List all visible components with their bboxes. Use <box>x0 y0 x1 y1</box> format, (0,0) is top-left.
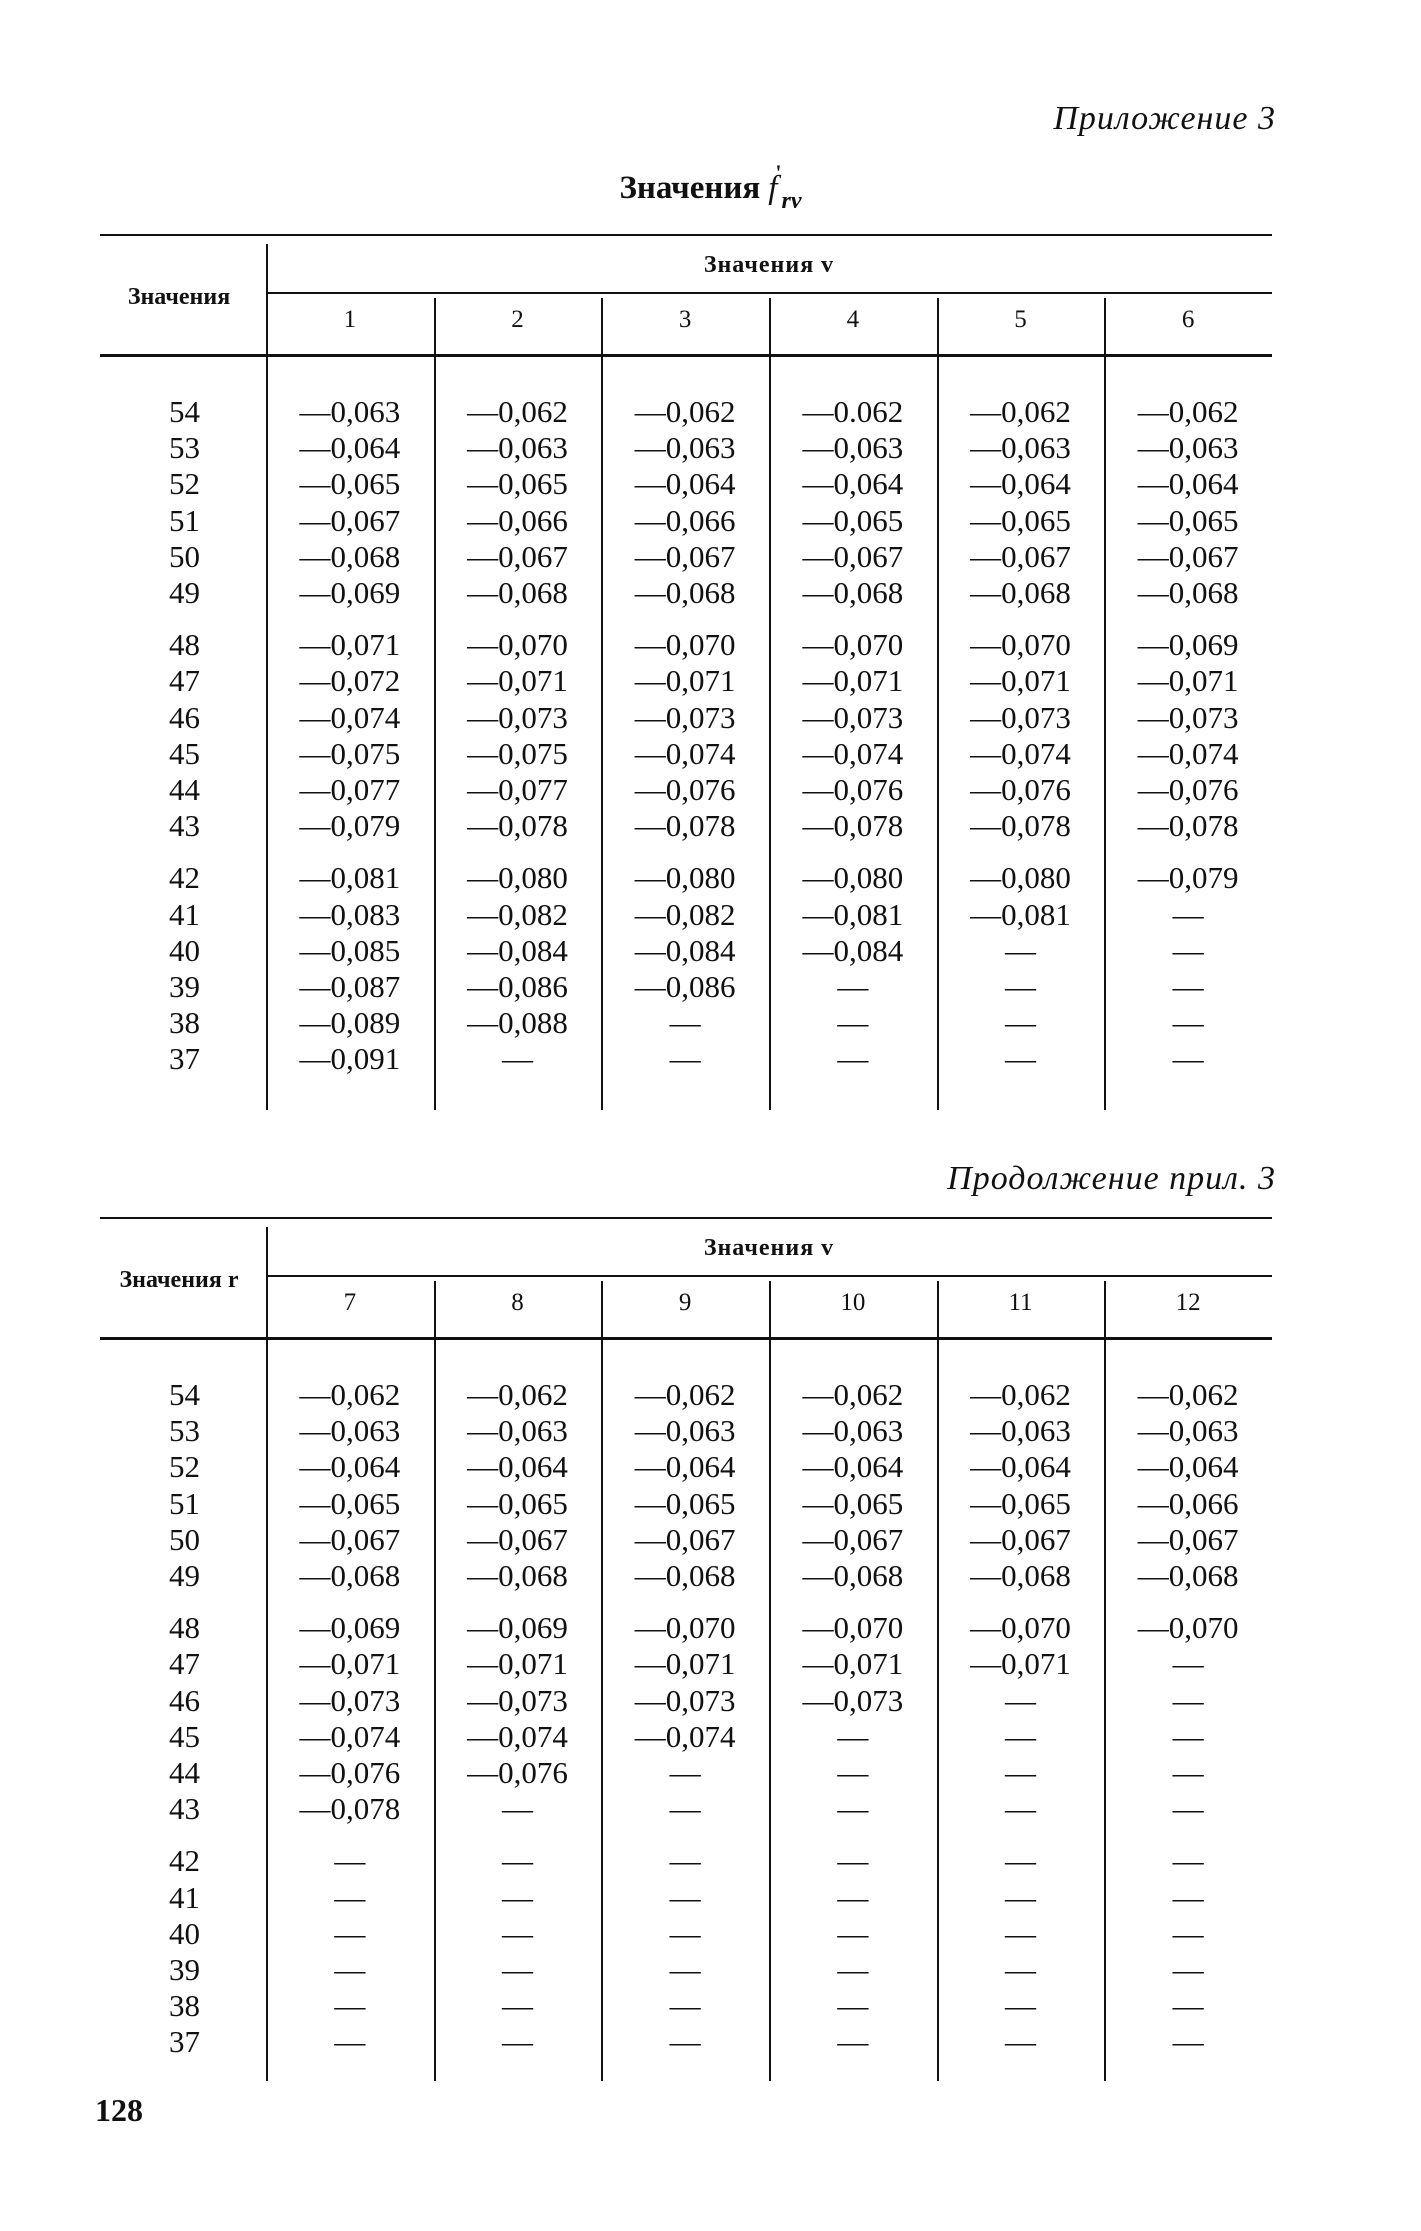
table-cell: —0,067 <box>299 1521 401 1557</box>
row-label-r: 48 <box>169 1610 200 1646</box>
table-cell: —0,076 <box>299 1755 401 1790</box>
table-cell: — <box>669 1843 701 1879</box>
table-cell: —0.062 <box>802 394 904 429</box>
table-cell: —0,067 <box>970 538 1071 574</box>
values-table-2 <box>100 1217 1272 2081</box>
row-label-r: 53 <box>169 430 200 466</box>
table-cell: —0,062 <box>634 394 736 429</box>
table-cell: —0,068 <box>970 1558 1071 1593</box>
table-top-rule <box>100 234 1272 236</box>
table-cell: — <box>1172 932 1204 968</box>
row-label-r: 39 <box>169 1952 200 1987</box>
table-cell: —0,064 <box>299 430 401 466</box>
column-header: 12 <box>1175 1289 1201 1316</box>
table-cell: —0,065 <box>1137 502 1239 538</box>
column-header: 5 <box>1014 306 1027 333</box>
table-cell: —0,062 <box>970 394 1071 429</box>
table-cell: —0,071 <box>634 663 736 699</box>
table-cell: —0,084 <box>802 932 904 968</box>
table-cell: — <box>1004 1915 1036 1951</box>
table-cell: — <box>837 969 869 1004</box>
title-symbol: f <box>768 170 778 206</box>
table-cell: —0,078 <box>802 808 904 844</box>
table-cell: —0,064 <box>634 466 736 502</box>
table-cell: — <box>501 1915 533 1951</box>
table-cell: — <box>334 1952 366 1987</box>
table-cell: —0,070 <box>634 627 736 663</box>
table-cell: —0,082 <box>467 896 568 932</box>
table-cell: — <box>1172 1682 1204 1718</box>
table-cell: —0,077 <box>467 772 568 807</box>
table-cell: —0,063 <box>802 430 904 466</box>
table-cell: —0,074 <box>970 735 1071 771</box>
row-label-r: 49 <box>169 1558 200 1593</box>
table-cell: — <box>1004 932 1036 968</box>
table-cell: —0,091 <box>299 1041 401 1077</box>
table-top-rule <box>100 1217 1272 1219</box>
table-cell: — <box>837 1005 869 1041</box>
table-cell: —0,073 <box>299 1682 401 1718</box>
table-cell: — <box>837 1718 869 1754</box>
table-cell: —0,066 <box>467 502 568 538</box>
column-header: 6 <box>1181 306 1195 333</box>
table-cell: —0,067 <box>634 1521 736 1557</box>
table-cell: —0,067 <box>970 1521 1071 1557</box>
table-cell: —0,066 <box>634 502 736 538</box>
table-cell: —0,075 <box>467 735 568 771</box>
table-cell: —0,068 <box>802 575 904 610</box>
table-cell: —0,064 <box>467 1449 568 1485</box>
table-cell: —0,062 <box>970 1377 1071 1412</box>
table-cell: — <box>837 1755 869 1790</box>
table-cell: —0,067 <box>802 538 904 574</box>
table-cell: —0,069 <box>1137 627 1239 663</box>
table-cell: — <box>1004 1755 1036 1790</box>
table-cell: —0,084 <box>634 932 736 968</box>
table-cell: — <box>1004 1879 1036 1915</box>
table-cell: — <box>1172 896 1204 932</box>
column-group-header: Значения v <box>703 1235 835 1261</box>
table-cell: —0,068 <box>802 1558 904 1593</box>
table-cell: —0,071 <box>299 1646 401 1682</box>
title-subscript: rv <box>781 188 802 214</box>
table-cell: — <box>501 1843 533 1879</box>
table-cell: —0,078 <box>970 808 1071 844</box>
table-cell: —0,063 <box>970 430 1071 466</box>
row-label-r: 51 <box>169 502 200 538</box>
table-cell: — <box>1004 1952 1036 1987</box>
continuation-label: Продолжение прил. 3 <box>947 1160 1276 1197</box>
row-label-r: 45 <box>169 735 200 771</box>
table-cell: —0,064 <box>1137 1449 1239 1485</box>
table-cell: —0,080 <box>802 860 904 896</box>
table-cell: — <box>501 2024 533 2060</box>
table-cell: —0,063 <box>467 430 568 466</box>
table-cell: —0,068 <box>634 1558 736 1593</box>
column-header: 2 <box>511 306 524 333</box>
table-cell: —0,068 <box>1137 575 1239 610</box>
column-header: 9 <box>678 1289 692 1316</box>
row-label-r: 53 <box>169 1413 200 1449</box>
table-cell: — <box>837 1879 869 1915</box>
table-cell: —0,078 <box>467 808 568 844</box>
row-label-r: 39 <box>169 969 200 1004</box>
table-cell: —0,065 <box>802 1485 904 1521</box>
table-cell: —0,086 <box>467 969 568 1004</box>
table-cell: —0,089 <box>299 1005 401 1041</box>
values-table-1 <box>100 234 1272 1110</box>
table-cell: —0,075 <box>299 735 401 771</box>
group-header-rule <box>266 1275 1272 1277</box>
table-cell: —0,063 <box>299 1413 401 1449</box>
table-cell: — <box>1004 969 1036 1004</box>
column-header: 7 <box>343 1289 357 1316</box>
column-group-header: Значения v <box>703 252 835 278</box>
table-cell: —0,074 <box>299 699 401 735</box>
row-label-r: 48 <box>169 627 200 663</box>
table-cell: —0,063 <box>299 394 401 429</box>
table-cell: —0,076 <box>634 772 736 807</box>
row-label-r: 41 <box>169 896 200 932</box>
column-header: 4 <box>846 306 860 333</box>
row-label-r: 42 <box>169 860 200 896</box>
table-cell: —0,067 <box>299 502 401 538</box>
table-cell: — <box>334 2024 366 2060</box>
table-cell: —0,086 <box>634 969 736 1004</box>
table-cell: —0,071 <box>634 1646 736 1682</box>
table-cell: —0,071 <box>970 1646 1071 1682</box>
table-cell: —0,067 <box>1137 1521 1239 1557</box>
table-cell: —0,070 <box>467 627 568 663</box>
table-cell: — <box>334 1988 366 2024</box>
table-cell: — <box>1172 1915 1204 1951</box>
table-cell: — <box>1172 1718 1204 1754</box>
table-cell: — <box>501 1041 533 1077</box>
table-cell: —0,073 <box>634 699 736 735</box>
table-cell: —0,063 <box>634 1413 736 1449</box>
row-label-r: 49 <box>169 575 200 610</box>
group-header-rule <box>266 292 1272 294</box>
table-cell: —0,072 <box>299 663 401 699</box>
table-cell: —0,062 <box>802 1377 904 1412</box>
row-label-r: 41 <box>169 1879 200 1915</box>
table-cell: — <box>1172 2024 1204 2060</box>
table-cell: —0,070 <box>634 1610 736 1646</box>
table-cell: — <box>1004 1718 1036 1754</box>
table-cell: —0,070 <box>802 1610 904 1646</box>
table-cell: — <box>669 2024 701 2060</box>
appendix-label: Приложение 3 <box>1053 100 1276 137</box>
page-title <box>0 160 1421 215</box>
table-cell: — <box>1004 1988 1036 2024</box>
table-cell: —0,067 <box>802 1521 904 1557</box>
row-label-r: 54 <box>169 1377 200 1412</box>
table-cell: — <box>1004 1041 1036 1077</box>
table-cell: —0,062 <box>467 394 568 429</box>
table-cell: —0,073 <box>467 699 568 735</box>
table-cell: — <box>334 1879 366 1915</box>
table-cell: —0,085 <box>299 932 401 968</box>
row-label-r: 54 <box>169 394 200 429</box>
row-label-r: 37 <box>169 1041 200 1077</box>
table-cell: —0,071 <box>1137 663 1239 699</box>
table-cell: —0,082 <box>634 896 736 932</box>
table-cell: —0,063 <box>970 1413 1071 1449</box>
row-label-r: 42 <box>169 1843 200 1879</box>
table-cell: — <box>501 1952 533 1987</box>
table-cell: —0,073 <box>970 699 1071 735</box>
row-label-r: 46 <box>169 1682 200 1718</box>
row-label-r: 43 <box>169 808 200 844</box>
row-label-r: 47 <box>169 1646 200 1682</box>
column-header: 3 <box>678 306 692 333</box>
header-bottom-rule <box>100 354 1272 357</box>
row-label-r: 52 <box>169 1449 200 1485</box>
row-label-r: 50 <box>169 538 200 574</box>
table-cell: —0,064 <box>802 466 904 502</box>
table-cell: —0,080 <box>467 860 568 896</box>
row-label-r: 38 <box>169 1988 200 2024</box>
table-cell: —0,068 <box>634 575 736 610</box>
table-cell: —0,062 <box>1137 394 1239 429</box>
table-cell: —0,069 <box>467 1610 568 1646</box>
table-cell: —0,068 <box>299 1558 401 1593</box>
table-cell: —0,071 <box>467 663 568 699</box>
table-cell: —0,070 <box>970 627 1071 663</box>
table-cell: —0,073 <box>802 699 904 735</box>
row-header: Значения <box>127 284 231 310</box>
table-cell: — <box>1172 1988 1204 2024</box>
table-cell: —0,064 <box>970 1449 1071 1485</box>
table-cell: —0,079 <box>299 808 401 844</box>
table-cell: —0,081 <box>802 896 904 932</box>
row-label-r: 44 <box>169 772 200 807</box>
table-cell: —0,068 <box>467 575 568 610</box>
table-cell: —0,078 <box>634 808 736 844</box>
table-cell: —0,065 <box>467 1485 568 1521</box>
table-cell: —0,063 <box>1137 1413 1239 1449</box>
table-cell: — <box>837 1988 869 2024</box>
title-prime: ' <box>775 160 782 185</box>
table-cell: — <box>669 1005 701 1041</box>
table-cell: — <box>669 1915 701 1951</box>
table-cell: — <box>334 1915 366 1951</box>
table-cell: — <box>501 1988 533 2024</box>
table-cell: —0,067 <box>634 538 736 574</box>
table-cell: —0,064 <box>970 466 1071 502</box>
table-cell: —0,081 <box>299 860 401 896</box>
table-cell: —0,071 <box>467 1646 568 1682</box>
table-cell: —0,073 <box>634 1682 736 1718</box>
table-cell: —0,076 <box>970 772 1071 807</box>
table-cell: —0,081 <box>970 896 1071 932</box>
column-header: 11 <box>1008 1289 1033 1316</box>
table-cell: —0,071 <box>802 1646 904 1682</box>
table-cell: —0,062 <box>634 1377 736 1412</box>
table-cell: —0,065 <box>802 502 904 538</box>
table-cell: —0,080 <box>634 860 736 896</box>
table-cell: —0,063 <box>802 1413 904 1449</box>
table-cell: —0,073 <box>802 1682 904 1718</box>
column-header: 10 <box>840 1289 866 1316</box>
table-cell: —0,074 <box>634 1718 736 1754</box>
row-label-r: 45 <box>169 1718 200 1754</box>
table-cell: —0,087 <box>299 969 401 1004</box>
row-label-r: 46 <box>169 699 200 735</box>
row-label-r: 52 <box>169 466 200 502</box>
table-cell: —0,069 <box>299 575 401 610</box>
table-cell: —0,079 <box>1137 860 1239 896</box>
column-header: 8 <box>511 1289 524 1316</box>
table-cell: — <box>1172 1791 1204 1827</box>
table-cell: —0,063 <box>1137 430 1239 466</box>
table-cell: —0,076 <box>1137 772 1239 807</box>
table-cell: — <box>1004 1682 1036 1718</box>
row-label-r: 40 <box>169 932 200 968</box>
title-text: Значения <box>619 170 761 206</box>
table-cell: —0,076 <box>467 1755 568 1790</box>
table-cell: — <box>334 1843 366 1879</box>
table-cell: — <box>1172 1646 1204 1682</box>
table-cell: —0,074 <box>299 1718 401 1754</box>
table-cell: — <box>837 1952 869 1987</box>
table-cell: — <box>1172 1952 1204 1987</box>
table-cell: —0,074 <box>634 735 736 771</box>
row-label-r: 37 <box>169 2024 200 2060</box>
table-cell: —0,063 <box>634 430 736 466</box>
table-cell: — <box>837 1791 869 1827</box>
table-cell: —0,065 <box>970 1485 1071 1521</box>
table-cell: — <box>837 1843 869 1879</box>
table-cell: — <box>837 1041 869 1077</box>
table-cell: —0,084 <box>467 932 568 968</box>
table-cell: —0,065 <box>634 1485 736 1521</box>
row-label-r: 40 <box>169 1915 200 1951</box>
table-cell: — <box>837 1915 869 1951</box>
table-cell: — <box>1172 969 1204 1004</box>
table-cell: —0,070 <box>1137 1610 1239 1646</box>
table-cell: — <box>501 1879 533 1915</box>
table-cell: —0,062 <box>467 1377 568 1412</box>
table-cell: —0,064 <box>299 1449 401 1485</box>
table-cell: —0,078 <box>299 1791 401 1827</box>
table-cell: —0,065 <box>970 502 1071 538</box>
table-cell: —0,074 <box>1137 735 1239 771</box>
table-cell: —0,071 <box>299 627 401 663</box>
table-cell: —0,064 <box>1137 466 1239 502</box>
table-cell: — <box>837 2024 869 2060</box>
row-label-r: 51 <box>169 1485 200 1521</box>
table-cell: —0,080 <box>970 860 1071 896</box>
table-cell: — <box>1004 1005 1036 1041</box>
table-cell: —0,076 <box>802 772 904 807</box>
row-header: Значения r <box>119 1267 239 1293</box>
table-cell: —0,070 <box>970 1610 1071 1646</box>
row-label-r: 43 <box>169 1791 200 1827</box>
table-cell: —0,071 <box>802 663 904 699</box>
table-cell: —0,074 <box>467 1718 568 1754</box>
table-cell: — <box>669 1952 701 1987</box>
table-cell: —0,069 <box>299 1610 401 1646</box>
table-cell: —0,062 <box>299 1377 401 1412</box>
row-label-r: 50 <box>169 1521 200 1557</box>
table-cell: —0,083 <box>299 896 401 932</box>
table-cell: —0,067 <box>1137 538 1239 574</box>
table-cell: — <box>501 1791 533 1827</box>
table-cell: —0,068 <box>970 575 1071 610</box>
table-cell: —0,065 <box>467 466 568 502</box>
table-cell: —0,074 <box>802 735 904 771</box>
table-cell: —0,073 <box>1137 699 1239 735</box>
table-cell: —0,078 <box>1137 808 1239 844</box>
table-cell: —0,064 <box>634 1449 736 1485</box>
table-cell: —0,065 <box>299 1485 401 1521</box>
table-cell: — <box>669 1041 701 1077</box>
table-cell: —0,062 <box>1137 1377 1239 1412</box>
table-cell: —0,073 <box>467 1682 568 1718</box>
table-cell: —0,071 <box>970 663 1071 699</box>
table-cell: — <box>1172 1005 1204 1041</box>
table-cell: —0,066 <box>1137 1485 1239 1521</box>
table-cell: —0,067 <box>467 1521 568 1557</box>
table-cell: — <box>669 1755 701 1790</box>
header-bottom-rule <box>100 1337 1272 1340</box>
table-cell: —0,077 <box>299 772 401 807</box>
table-cell: —0,067 <box>467 538 568 574</box>
row-label-r: 38 <box>169 1005 200 1041</box>
table-cell: —0,068 <box>1137 1558 1239 1593</box>
table-cell: —0,068 <box>467 1558 568 1593</box>
table-cell: — <box>1172 1843 1204 1879</box>
table-cell: — <box>1004 2024 1036 2060</box>
table-cell: —0,070 <box>802 627 904 663</box>
page-number: 128 <box>95 2092 143 2128</box>
table-cell: — <box>1172 1041 1204 1077</box>
row-label-r: 47 <box>169 663 200 699</box>
table-cell: —0,065 <box>299 466 401 502</box>
table-cell: — <box>1172 1755 1204 1790</box>
table-cell: —0,068 <box>299 538 401 574</box>
table-cell: — <box>1004 1791 1036 1827</box>
column-header: 1 <box>343 306 357 333</box>
table-cell: — <box>1172 1879 1204 1915</box>
table-cell: —0,088 <box>467 1005 568 1041</box>
row-label-r: 44 <box>169 1755 200 1790</box>
table-cell: — <box>669 1988 701 2024</box>
table-cell: — <box>1004 1843 1036 1879</box>
table-cell: —0,063 <box>467 1413 568 1449</box>
table-cell: — <box>669 1879 701 1915</box>
table-cell: — <box>669 1791 701 1827</box>
table-cell: —0,064 <box>802 1449 904 1485</box>
